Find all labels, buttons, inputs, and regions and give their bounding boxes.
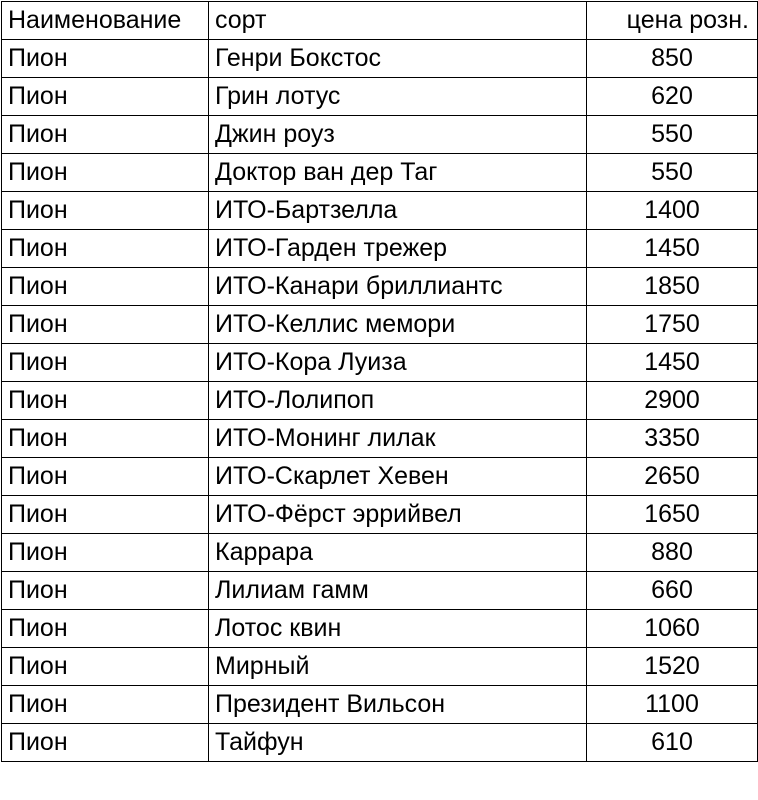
row-variety-cell: Грин лотус bbox=[209, 78, 587, 116]
header-row bbox=[2, 2, 758, 40]
row-name-cell: Пион bbox=[2, 230, 209, 268]
row-variety-cell: Доктор ван дер Таг bbox=[209, 154, 587, 192]
row-variety-cell: Лилиам гамм bbox=[209, 572, 587, 610]
table-row bbox=[2, 230, 758, 268]
row-name-cell: Пион bbox=[2, 306, 209, 344]
row-name-cell: Пион bbox=[2, 610, 209, 648]
row-variety-cell: Мирный bbox=[209, 648, 587, 686]
row-name-cell: Пион bbox=[2, 648, 209, 686]
row-name-cell: Пион bbox=[2, 572, 209, 610]
row-variety-cell: ИТО-Лолипоп bbox=[209, 382, 587, 420]
row-price-cell: 1100 bbox=[587, 686, 758, 724]
row-price-cell: 660 bbox=[587, 572, 758, 610]
row-variety-cell: ИТО-Фёрст эррийвел bbox=[209, 496, 587, 534]
header-price-cell: цена розн. bbox=[587, 2, 758, 40]
table-row bbox=[2, 724, 758, 762]
header-variety-cell: сорт bbox=[209, 2, 587, 40]
row-name-cell: Пион bbox=[2, 496, 209, 534]
row-price-cell: 2900 bbox=[587, 382, 758, 420]
row-variety-cell: ИТО-Кора Луиза bbox=[209, 344, 587, 382]
table-row bbox=[2, 40, 758, 78]
row-price-cell: 550 bbox=[587, 154, 758, 192]
row-name-cell: Пион bbox=[2, 420, 209, 458]
row-name-cell: Пион bbox=[2, 78, 209, 116]
row-price-cell: 1650 bbox=[587, 496, 758, 534]
row-price-cell: 550 bbox=[587, 116, 758, 154]
row-price-cell: 1450 bbox=[587, 230, 758, 268]
row-name-cell: Пион bbox=[2, 686, 209, 724]
row-name-cell: Пион bbox=[2, 154, 209, 192]
table-row bbox=[2, 686, 758, 724]
row-variety-cell: Тайфун bbox=[209, 724, 587, 762]
row-price-cell: 1750 bbox=[587, 306, 758, 344]
row-variety-cell: ИТО-Гарден трежер bbox=[209, 230, 587, 268]
row-name-cell: Пион bbox=[2, 382, 209, 420]
row-price-cell: 620 bbox=[587, 78, 758, 116]
table-row bbox=[2, 534, 758, 572]
row-price-cell: 850 bbox=[587, 40, 758, 78]
row-name-cell: Пион bbox=[2, 192, 209, 230]
row-name-cell: Пион bbox=[2, 268, 209, 306]
row-variety-cell: ИТО-Канари бриллиантс bbox=[209, 268, 587, 306]
table-row bbox=[2, 420, 758, 458]
row-name-cell: Пион bbox=[2, 534, 209, 572]
row-price-cell: 2650 bbox=[587, 458, 758, 496]
table-row bbox=[2, 382, 758, 420]
header-name-cell: Наименование bbox=[2, 2, 209, 40]
row-price-cell: 1400 bbox=[587, 192, 758, 230]
row-price-cell: 1060 bbox=[587, 610, 758, 648]
row-variety-cell: ИТО-Монинг лилак bbox=[209, 420, 587, 458]
row-price-cell: 1520 bbox=[587, 648, 758, 686]
price-table bbox=[1, 1, 758, 762]
row-price-cell: 610 bbox=[587, 724, 758, 762]
row-price-cell: 1450 bbox=[587, 344, 758, 382]
row-variety-cell: ИТО-Келлис мемори bbox=[209, 306, 587, 344]
table-row bbox=[2, 78, 758, 116]
table-row bbox=[2, 496, 758, 534]
table-row bbox=[2, 306, 758, 344]
row-name-cell: Пион bbox=[2, 40, 209, 78]
price-table-body bbox=[2, 2, 758, 762]
row-price-cell: 1850 bbox=[587, 268, 758, 306]
table-row bbox=[2, 610, 758, 648]
table-row bbox=[2, 192, 758, 230]
table-row bbox=[2, 344, 758, 382]
row-variety-cell: Лотос квин bbox=[209, 610, 587, 648]
table-row bbox=[2, 648, 758, 686]
table-row bbox=[2, 268, 758, 306]
row-variety-cell: Каррара bbox=[209, 534, 587, 572]
row-variety-cell: ИТО-Бартзелла bbox=[209, 192, 587, 230]
row-variety-cell: Джин роуз bbox=[209, 116, 587, 154]
row-variety-cell: Генри Бокстос bbox=[209, 40, 587, 78]
table-row bbox=[2, 116, 758, 154]
row-price-cell: 880 bbox=[587, 534, 758, 572]
table-row bbox=[2, 154, 758, 192]
row-name-cell: Пион bbox=[2, 458, 209, 496]
row-name-cell: Пион bbox=[2, 116, 209, 154]
table-row bbox=[2, 572, 758, 610]
row-name-cell: Пион bbox=[2, 724, 209, 762]
table-row bbox=[2, 458, 758, 496]
row-variety-cell: Президент Вильсон bbox=[209, 686, 587, 724]
row-price-cell: 3350 bbox=[587, 420, 758, 458]
row-variety-cell: ИТО-Скарлет Хевен bbox=[209, 458, 587, 496]
row-name-cell: Пион bbox=[2, 344, 209, 382]
